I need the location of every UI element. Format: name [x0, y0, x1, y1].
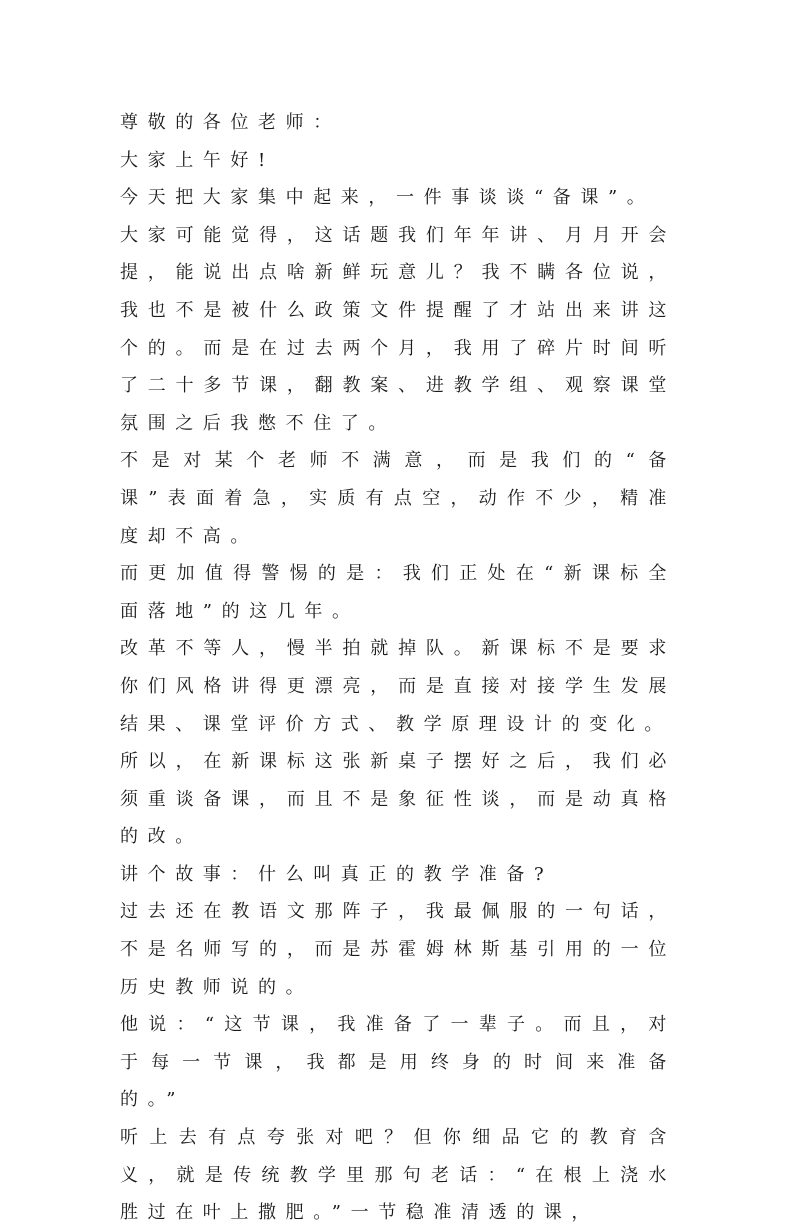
paragraph-problem: 不是对某个老师不满意，而是我们的“备课”表面着急，实质有点空，动作不少，精准度却不高。	[120, 450, 676, 547]
paragraph-reform: 改革不等人，慢半拍就掉队。新课标不是要求你们风格讲得更漂亮，而是直接对接学生发展结果、课堂评价方式、教学原理设计的变化。	[120, 638, 676, 735]
greeting: 大家上午好!	[120, 149, 275, 171]
paragraph-motivation: 大家可能觉得，这话题我们年年讲、月月开会提，能说出点啥新鲜玩意儿？我不瞒各位说，我也不是被什么政策文件提醒了才站出来讲这个的。而是在过去两个月，我用了碎片时间听了二十多节课，翻教案、进教学组、观察课堂氛围之后我憋不住了。	[120, 224, 676, 434]
salutation: 尊敬的各位老师：	[120, 112, 341, 133]
paragraph-quote: 他说：“这节课，我准备了一辈子。而且，对于每一节课，我都是用终身的时间来准备的。”	[120, 1014, 676, 1111]
paragraph-conclusion: 所以，在新课标这张新桌子摆好之后，我们必须重谈备课，而且不是象征性谈，而是动真格的改。	[120, 751, 676, 848]
paragraph-topic: 今天把大家集中起来，一件事谈谈“备课”。	[120, 187, 655, 209]
section-heading-story: 讲个故事：什么叫真正的教学准备?	[120, 863, 554, 885]
paragraph-interpretation: 听上去有点夸张对吧？但你细品它的教育含义，就是传统教学里那句老话：“在根上浇水胜过在叶上撒肥。”一节稳准清透的课，	[120, 1127, 676, 1224]
document-page	[120, 104, 676, 1232]
paragraph-warning: 而更加值得警惕的是：我们正处在“新课标全面落地”的这几年。	[120, 563, 676, 622]
paragraph-story-intro: 过去还在教语文那阵子，我最佩服的一句话，不是名师写的，而是苏霍姆林斯基引用的一位历史教师说的。	[120, 901, 676, 998]
